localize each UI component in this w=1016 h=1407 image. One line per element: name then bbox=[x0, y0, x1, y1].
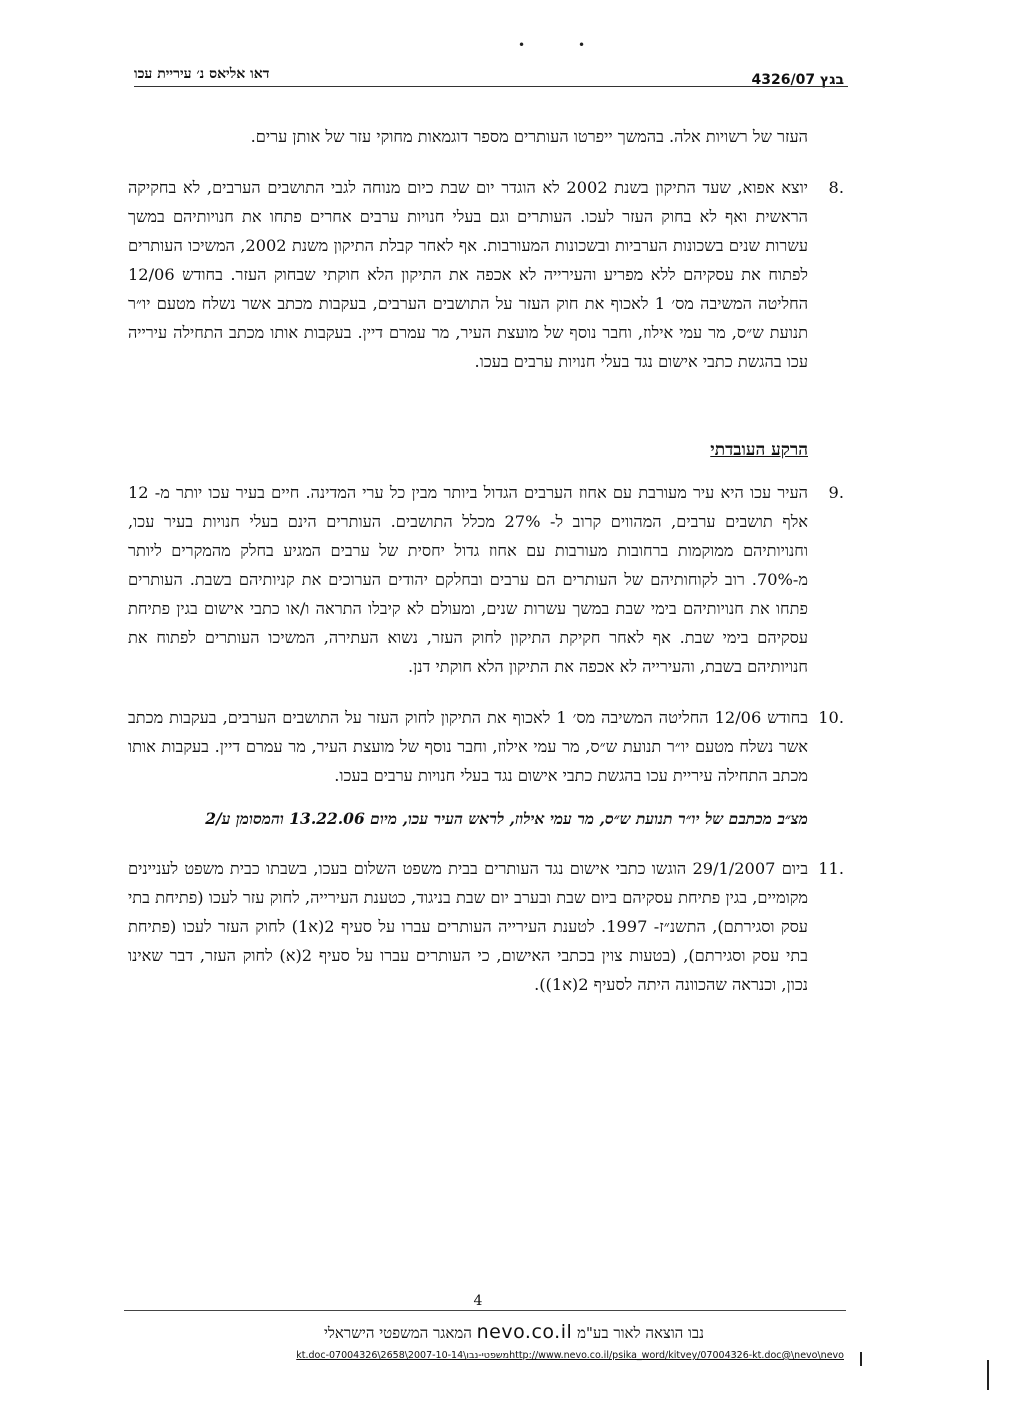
paragraph-text: יוצא אפוא, שעד התיקון בשנת 2002 לא הוגדר יום שבת כיום מנוחה לגבי התושבים הערבים, לא בחקיקה הראשית ואף לא בחוק העזר לעכו. העותרים וגם בעלי חנויות ערבים אחרים פתחו את חנויותיהם במשך עשרות שנים בשכונות הערביות ובשכונות המעורבות. אף לאחר קבלת התיקון משנת 2002, המשיכו העותרים לפתוח את עסקיהם ללא מפריע והעירייה לא אכפה את התיקון הלא חוקתי שבחוק העזר. בחודש 12/06 החליטה המשיבה מס׳ 1 לאכוף את חוק העזר על התושבים הערבים, בעקבות מכתב אשר נשלח מטעם יו״ר תנועת ש״ס, מר עמי אילוז, וחבר נוסף של מועצת העיר, מר עמרם דיין. בעקבות אותו מכתב התחילה עירייה עכו בהגשת כתבי אישום נגד בעלי חנויות ערבים בעכו. bbox=[128, 178, 809, 371]
scan-speck: • bbox=[578, 38, 586, 52]
footer-publisher bbox=[124, 1321, 704, 1343]
paragraph-number: .10 bbox=[818, 708, 844, 727]
page-number: 4 bbox=[473, 1293, 483, 1309]
section-heading: הרקע העובדתי bbox=[710, 440, 808, 460]
paragraph-text: בחודש 12/06 החליטה המשיבה מס׳ 1 לאכוף את התיקון לחוק העזר על התושבים הערבים, בעקבות מכתב אשר נשלח מטעם יו״ר תנועת ש״ס, מר עמי אילוז, וחבר נוסף של מועצת העיר, מר עמרם דיין. בעקבות אותו מכתב התחילה עיריית עכו בהגשת כתבי אישום נגד בעלי חנויות ערבים בעכו. bbox=[128, 708, 808, 785]
header-title: דאו אליאס נ׳ עיריית עכו bbox=[134, 66, 270, 82]
paragraph-10 bbox=[128, 703, 844, 790]
paragraph-number: .11 bbox=[818, 859, 844, 878]
exhibit-note: מצ״ב מכתבם של יו״ר תנועת ש״ס, מר עמי אילוז, לראש העיר עכו, מיום 13.22.06 והמסומן ע/2 bbox=[205, 809, 808, 828]
scan-edge-mark bbox=[987, 1360, 989, 1390]
scan-edge-mark bbox=[860, 1352, 862, 1366]
publisher-suffix: המאגר המשפטי הישראלי bbox=[323, 1324, 472, 1342]
paragraph-continued: העזר של רשויות אלה. בהמשך ייפרטו העותרים מספר דוגמאות מחוקי עזר של אותן ערים. bbox=[250, 127, 808, 146]
footer-url: kt.doc-07004326\2658\2007-10-14\משפטי-נבוhttp://www.nevo.co.il/psika_word/kitvey/07004326-kt.doc@\nevo\nevo bbox=[296, 1350, 844, 1361]
paragraph-number: .8 bbox=[828, 178, 844, 197]
paragraph-number: .9 bbox=[828, 483, 844, 502]
paragraph-9 bbox=[128, 478, 844, 681]
footer-divider bbox=[124, 1310, 846, 1311]
publisher-prefix: נבו הוצאה לאור בע"מ bbox=[577, 1324, 704, 1342]
site-name: nevo.co.il bbox=[476, 1321, 573, 1343]
scan-speck: • bbox=[518, 38, 526, 52]
paragraph-11 bbox=[128, 854, 844, 999]
header-case-number: בגץ 4326/07 bbox=[751, 72, 844, 88]
paragraph-8 bbox=[128, 173, 844, 376]
header-divider bbox=[134, 86, 848, 87]
paragraph-text: ביום 29/1/2007 הוגשו כתבי אישום נגד העותרים בבית משפט השלום בעכו, בשבתו כבית משפט לעניינים מקומיים, בגין פתיחת עסקיהם ביום שבת ובערב יום שבת בניגוד, כטענת העירייה, לחוק עזר לעכו (פתיחת בתי עסק וסגירתם), התשנ״ז- 1997. לטענת העירייה העותרים עברו על סעיף 2(א1) לחוק העזר לעכו (פתיחת בתי עסק וסגירתם), (בטעות צוין בכתבי האישום, כי העותרים עברו על סעיף 2(א) לחוק העזר, דבר שאינו נכון, וכנראה שהכוונה היתה לסעיף 2(א1)). bbox=[128, 859, 808, 994]
document-body bbox=[128, 122, 844, 999]
paragraph-text: העיר עכו היא עיר מעורבת עם אחוז הערבים הגדול ביותר מבין כל ערי המדינה. חיים בעיר עכו יותר מ- 12 אלף תושבים ערבים, המהווים קרוב ל- 27% מכלל התושבים. העותרים הינם בעלי חנויות בעיר עכו, וחנויותיהם ממוקמות ברחובות מעורבות עם אחוז גדול יחסית של ערבים המגיע בחלק מהמקרים ליותר מ-70%. רוב לקוחותיהם של העותרים הם ערבים ובחלקם יהודים הערוכים את קניותיהם בשבת. העותרים פתחו את חנויותיהם בימי שבת במשך עשרות שנים, ומעולם לא קיבלו התראה ו/או כתבי אישום בגין פתיחת עסקיהם בימי שבת. אף לאחר חקיקת התיקון לחוק העזר, נשוא העתירה, המשיכו העותרים לפתוח את חנויותיהם בשבת, והעירייה לא אכפה את התיקון הלא חוקתי דנן. bbox=[128, 483, 808, 676]
